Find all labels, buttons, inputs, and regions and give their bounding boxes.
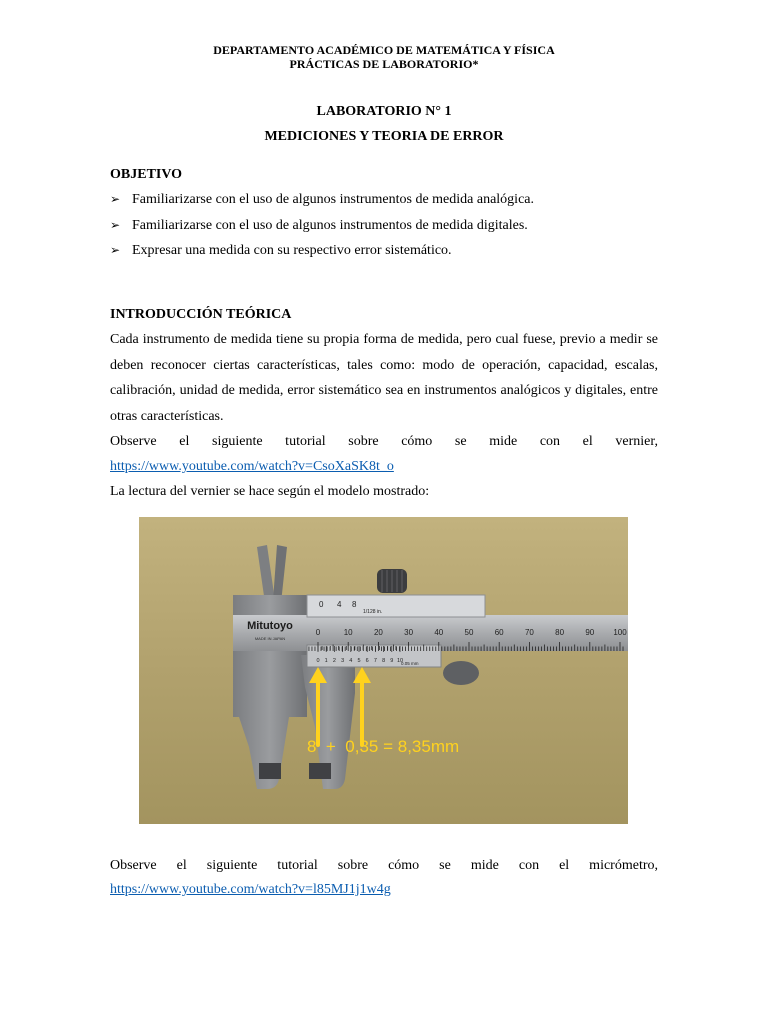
vernier-scale-number: 8	[382, 658, 386, 664]
main-scale-number: 100	[613, 628, 627, 637]
micrometer-tutorial-link[interactable]: https://www.youtube.com/watch?v=l85MJ1j1w4g	[110, 882, 391, 897]
main-scale-number: 10	[343, 628, 353, 637]
vernier-scale-number: 10	[396, 658, 404, 664]
vernier-scale-number: 1	[324, 658, 328, 664]
objective-item	[110, 192, 534, 208]
main-scale-number: 80	[555, 628, 565, 637]
vernier-photo	[139, 517, 628, 824]
main-scale-number: 30	[404, 628, 414, 637]
upper-scale-8: 8	[352, 600, 357, 609]
reading-annotation: 8 + 0,35 = 8,35mm	[307, 737, 460, 756]
made-in-label: MADE IN JAPAN	[254, 636, 286, 641]
lab-number: LABORATORIO N° 1	[316, 104, 452, 119]
arrow-bullet-icon: ➢	[110, 192, 121, 206]
vernier-scale-number: 3	[341, 658, 345, 664]
objective-item-text: Expresar una medida con su respectivo error sistemático.	[132, 243, 452, 258]
vernier-scale-number: 2	[332, 658, 336, 664]
objective-item-text: Familiarizarse con el uso de algunos instrumentos de medida analógica.	[132, 192, 534, 207]
main-scale-number: 90	[585, 628, 595, 637]
intro-heading: INTRODUCCIÓN TEÓRICA	[110, 307, 292, 322]
vernier-tutorial-link[interactable]: https://www.youtube.com/watch?v=CsoXaSK8t_o	[110, 459, 394, 474]
arrow-bullet-icon: ➢	[110, 243, 121, 257]
inch-scale-plate	[307, 595, 485, 617]
vernier-scale-number: 9	[390, 658, 394, 664]
vernier-tutorial-text: Observe el siguiente tutorial sobre cómo se mide con el vernier,	[110, 434, 658, 449]
arrow-bullet-icon: ➢	[110, 218, 121, 232]
vernier-reading-text: La lectura del vernier se hace según el modelo mostrado:	[110, 484, 430, 499]
main-scale-number: 70	[524, 628, 534, 637]
objective-item	[110, 243, 452, 259]
upper-scale-4: 4	[337, 600, 342, 609]
vernier-scale-number: 4	[349, 658, 353, 664]
vernier-scale-number: 0	[316, 658, 320, 664]
fraction-label: 1/128 in.	[363, 609, 383, 615]
vernier-scale-number: 7	[373, 658, 377, 664]
main-scale-number: 50	[464, 628, 474, 637]
objective-item	[110, 218, 528, 234]
thumb-roller	[443, 661, 479, 685]
department-header: DEPARTAMENTO ACADÉMICO DE MATEMÁTICA Y FÍSICA	[213, 43, 555, 57]
objective-heading: OBJETIVO	[110, 167, 183, 182]
lab-title: MEDICIONES Y TEORIA DE ERROR	[264, 129, 504, 144]
practice-header: PRÁCTICAS DE LABORATORIO*	[289, 57, 479, 71]
micrometer-tutorial-text: Observe el siguiente tutorial sobre cómo se mide con el micrómetro,	[110, 858, 658, 873]
vernier-scale-number: 6	[365, 658, 369, 664]
vernier-scale-number: 5	[357, 658, 361, 664]
upper-scale-0: 0	[319, 600, 324, 609]
main-scale-number: 0	[315, 628, 321, 637]
brand-label: Mitutoyo	[247, 620, 293, 632]
intro-paragraph: Cada instrumento de medida tiene su propia forma de medida, pero cual fuese, previo a medir se deben reconocer ciertas características, tales como: modo de operación, capacidad, escalas, calibración, unidad de medida, error sistemático sea en instrumentos analógicos y digitales, entre otras características.	[110, 332, 658, 424]
main-scale-number: 40	[434, 628, 444, 637]
objective-item-text: Familiarizarse con el uso de algunos instrumentos de medida digitales.	[132, 218, 528, 233]
main-scale-number: 20	[373, 628, 383, 637]
main-scale-number: 60	[494, 628, 504, 637]
vernier-unit-label: 0.05 mm	[401, 661, 419, 666]
